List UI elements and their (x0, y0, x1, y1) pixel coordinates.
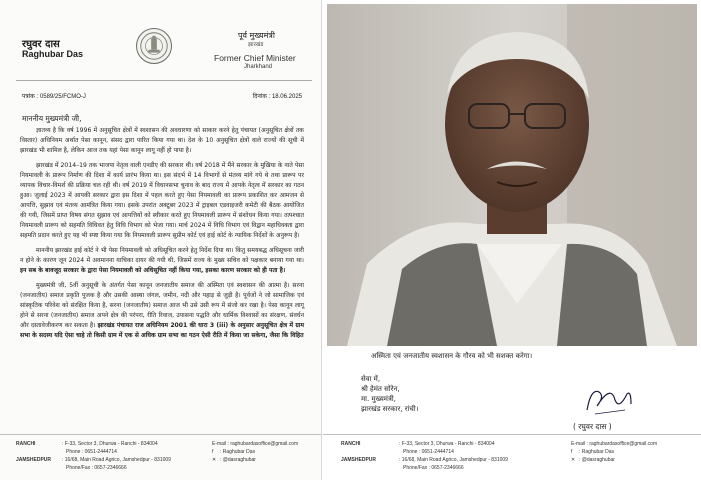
footer-jamshedpur-address: : 16/68, Main Road Agrico, Jamshedpur - 831009 (62, 457, 171, 463)
footer-jamshedpur-label: JAMSHEDPUR (16, 457, 52, 463)
reference-number: 0589/25/FCMO-J (39, 94, 86, 100)
letterhead-title-hindi: पूर्व मुख्यमंत्री (238, 31, 275, 40)
paragraph-3 (20, 246, 304, 276)
facebook-icon: f (571, 449, 573, 455)
letterhead-name-english: Raghubar Das (22, 49, 84, 59)
letterhead-name-hindi: रघुवर दास (22, 39, 60, 50)
paragraph-4-text: मुख्यमंत्री जी, 5वीं अनुसूची के अंतर्गत पेसा कानून जनजातीय समाज की अस्मिता एवं स्वशासन की आत्मा है। सरना (जनजातीय) समाज प्रकृति पूजक है और उसकी आस्था जंगल, जमीन, नदी और पहाड़ से जुड़ी है। पूर्वजों ने जो सामाजिक एवं सांस्कृतिक परिवेश को संरक्षित किया है, सरना (जनजातीय) समाज आज भी उसे उसी रूप में संजो कर रखा है। पेसा कानून लागू होने से सरना (जनजातीय) समाज अपने क्षेत्र की परंपरा, रीति रिवाज, उपासना पद्धति और धार्मिक विश्वासों का संरक्षण, संवर्धन और दस्तावेजीकरण कर सकता है। (20, 282, 304, 329)
paragraph-2: झारखंड में 2014–19 तक भाजपा नेतृत्व वाली एनडीए की सरकार थी। वर्ष 2018 में मैंने सरकार के मुखिया के नाते पेसा नियमावली के प्रारूप निर्माण की दिशा में कार्य प्रारंभ किया था। इस संदर्भ में 14 विभागों से मंतव्य मांगे गये थे तथा प्रारूप पर व्यापक विचार-विमर्श की प्रक्रिया चल रही थी। वर्ष 2019 में विधानसभा चुनाव के बाद राज्य में आपके नेतृत्व में सरकार का गठन हुआ। जुलाई 2023 में आपकी सरकार द्वारा इस दिशा में पहल करते हुए पेसा नियमावली का प्रारूप प्रकाशित कर आमजन से आपत्ति, सुझाव एवं मंतव्य आमंत्रित किया गया। इसके उपरांत अक्टूबर 2023 में ट्राइबल एडवाइजरी कमेटी की बैठक आयोजित की गयी, जिसमें प्राप्त विषय संगत सुझाव एवं आपत्तियों को स्वीकार करते हुए नियमावली प्रारूप में संशोधन किया गया। तत्पश्चात नियमावली प्रारूप को सहमति विधिवत हेतु विधि विभाग को भेजा गया। मार्च 2024 में विधि विभाग एवं विद्वान महाधिवक्ता द्वारा सहमति प्रदान करते हुए यह भी स्पष्ट किया गया कि नियमावली प्रारूप सुप्रीम कोर्ट एवं हाई कोर्ट के न्यायिक निर्देशों के अनुरूप है। (20, 162, 304, 239)
recipient-block (361, 374, 418, 414)
letterhead-title-english: Former Chief Minister (214, 53, 296, 63)
footer2-jamshedpur-label: JAMSHEDPUR (341, 457, 377, 463)
footer2-ranchi-label: RANCHI (341, 441, 361, 447)
letter-body (20, 126, 304, 346)
date-label: दिनांक (252, 94, 267, 100)
twitter-icon: ✕ (571, 457, 576, 463)
letterhead-title-hindi-sub: झारखंड (248, 42, 264, 48)
footer2-email: E-mail : raghubardasoffice@gmail.com (571, 441, 658, 447)
footer-social-2: : @dasraghubar (220, 457, 256, 463)
twitter-icon: ✕ (212, 457, 217, 463)
letter-footer-1 (0, 434, 322, 480)
continuation-caption: अस्मिता एवं जनजातीय स्वशासन के गौरव को भी सशक्त करेगा। (371, 352, 533, 360)
paragraph-4-bold: झारखंड पंचायत राज अधिनियम 2001 की धारा 3 (iii) के अनुसार अनुसूचित क्षेत्र में ग्राम सभा के सदस्य यदि ऐसा चाहे तो किसी ग्राम में एक से अधिक ग्राम सभा का गठन ऐसी रीति में किया जा सकेगा, जैसा कि विहित (20, 322, 304, 339)
recipient-line-2: श्री हेमंत सोरेन, (361, 385, 400, 393)
paragraph-3-text: माननीय झारखंड हाई कोर्ट ने भी पेसा नियमावली को अधिसूचित करने हेतु निर्देश दिया था। किंतु समयबद्ध अधिसूचना जारी न होने के कारण जून 2024 में अवमानना याचिका दायर की गयी थी, जिसमें राज्य के मुख्य सचिव को पक्षकार बनाया गया था। (20, 247, 304, 264)
footer-ranchi-phone: Phone : 0651-2444714 (66, 449, 117, 455)
letterhead-divider (16, 80, 312, 81)
letter-page-2 (323, 0, 701, 480)
footer2-jamshedpur-phone: Phone/Fax : 0657-2346666 (403, 465, 464, 471)
paragraph-3-bold: इन सब के बावजूद सरकार के द्वारा पेसा नियमावली को अधिसूचित नहीं किया गया, इसका कारण सरकार को ही पता है। (20, 267, 286, 274)
salutation: माननीय मुख्यमंत्री जी, (22, 114, 82, 123)
facebook-icon: f (212, 449, 214, 455)
handwritten-signature (581, 380, 635, 420)
footer2-social-2: : @dasraghubar (579, 457, 615, 463)
state-emblem-icon (136, 28, 172, 64)
footer2-ranchi-phone: Phone : 0651-2444714 (403, 449, 454, 455)
footer2-ranchi-address: : F-33, Sector 3, Dhurwa - Ranchi - 834004 (399, 441, 495, 447)
footer-social-1: : Raghubar Das (220, 449, 256, 455)
reference-label: पत्रांक (22, 94, 35, 100)
footer-ranchi-address: : F-33, Sector 3, Dhurwa - Ranchi - 834004 (62, 441, 158, 447)
footer-email: E-mail : raghubardasoffice@gmail.com (212, 441, 299, 447)
footer2-social-1: : Raghubar Das (579, 449, 615, 455)
paragraph-4 (20, 281, 304, 341)
paragraph-1: ज्ञातव्य है कि वर्ष 1996 में अनुसूचित क्षेत्रों में स्वशासन की अवधारणा को साकार करने हेतु पंचायत (अनुसूचित क्षेत्रों तक विस्तार) अधिनियम अर्थात पेसा कानून, संसद द्वारा पारित किया गया था। देश के 10 अनुसूचित क्षेत्रों वाले राज्यों की सूची में झारखंड भी शामिल है, लेकिन आज तक यहां पेसा कानून लागू नहीं हो पाया है। (20, 127, 304, 154)
recipient-line-3: मा. मुख्यमंत्री, (361, 395, 396, 403)
portrait-photo (327, 4, 697, 346)
letter-footer-2 (323, 434, 701, 480)
signatory-name: ( रघुवर दास ) (573, 422, 612, 431)
reference-line: पत्रांक : 0589/25/FCMO-J दिनांक : 18.06.2025 (22, 94, 302, 100)
footer2-jamshedpur-address: : 16/68, Main Road Agrico, Jamshedpur - 831009 (399, 457, 508, 463)
recipient-line-4: झारखंड सरकार, रांची। (361, 405, 419, 413)
recipient-line-1: सेवा में, (361, 375, 381, 383)
footer-ranchi-label: RANCHI (16, 441, 36, 447)
letterhead-state-english: Jharkhand (244, 64, 273, 70)
footer-jamshedpur-phone: Phone/Fax : 0657-2346666 (66, 465, 127, 471)
letter-page-1 (0, 0, 322, 480)
letter-date: 18.06.2025 (271, 94, 302, 100)
